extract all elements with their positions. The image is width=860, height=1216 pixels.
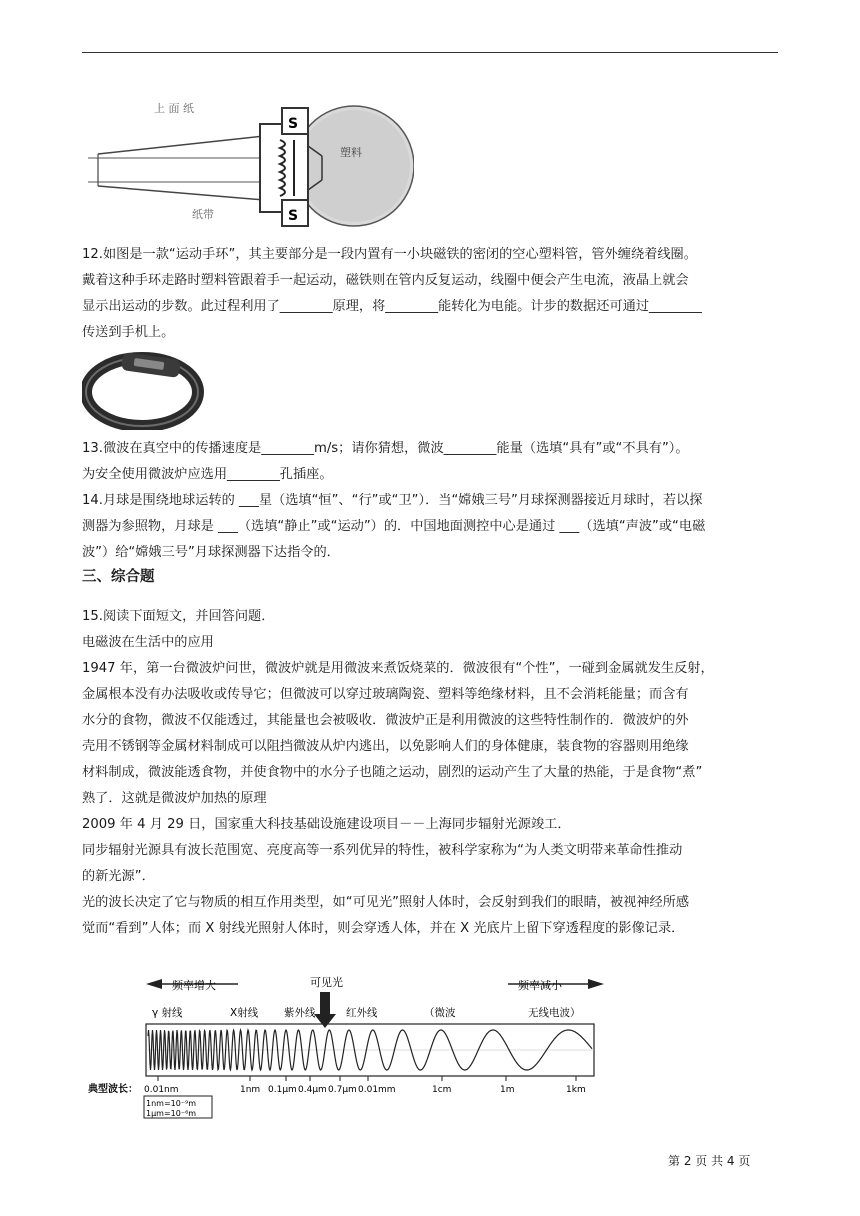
fitness-band-image xyxy=(82,348,204,430)
band-gamma: γ 射线 xyxy=(152,1007,183,1019)
mic-label-bl: 纸带 xyxy=(192,208,214,221)
mic-label-s2: S xyxy=(288,208,299,224)
band-microwave: （微波 xyxy=(424,1007,456,1019)
visible-light-label: 可见光 xyxy=(310,976,343,989)
unit-note-um: 1μm=10⁻⁶m xyxy=(146,1109,197,1118)
freq-up-label: 频率增大 xyxy=(172,979,216,992)
band-ir: 红外线 xyxy=(346,1007,378,1019)
tick-label: 0.01nm xyxy=(144,1085,179,1095)
tick-label: 1nm xyxy=(240,1085,261,1095)
mic-label-tl: 上 面 纸 xyxy=(154,102,194,115)
unit-note-nm: 1nm=10⁻⁹m xyxy=(146,1099,197,1108)
tick-label: 0.1μm xyxy=(268,1085,297,1095)
band-radio: 无线电波） xyxy=(528,1007,581,1019)
freq-down-label: 频率减小 xyxy=(518,979,562,992)
tick-label: 1m xyxy=(500,1085,515,1095)
tick-label: 1cm xyxy=(432,1085,452,1095)
band-xray: X射线 xyxy=(230,1007,259,1019)
tick-label: 1km xyxy=(566,1085,586,1095)
question-14: 14.月球是围绕地球运转的 ___星（选填“恒”、“行”或“卫”）．当“嫦娥三号”月球探测器接近月球时，若以探 测器为参照物，月球是 ___（选填“静止”或“运动”）的．中国地面测控中心是通过 ___（选填“声波”或“电磁 波”）给“嫦娥三号”月球探测器下达指令的． xyxy=(82,493,706,560)
tick-label: 0.01mm xyxy=(358,1085,396,1095)
question-12: 12.如图是一款“运动手环”，其主要部分是一段内置有一小块磁铁的密闭的空心塑料管，管外缠绕着线圈。 戴着这种手环走路时塑料管跟着手一起运动，磁铁则在管内反复运动，线圈中便会产生电流，液晶上就会 显示出运动的步数。此过程利用了________原理，将________能转化为电能。计步的数据还可通过________ 传送到手机上。 xyxy=(82,247,702,340)
question-15: 15.阅读下面短文，并回答问题． 电磁波在生活中的应用 1947 年，第一台微波炉问世，微波炉就是用微波来煮饭烧菜的．微波很有“个性”，一碰到金属就发生反射， 金属根本没有办法吸收或传导它；但微波可以穿过玻璃陶瓷、塑料等绝缘材料，且不会消耗能量；而含有 水分的食物，微波不仅能透过，其能量也会被吸收．微波炉正是利用微波的这些特性制作的．微波炉的外 壳用不锈钢等金属材料制成可以阻挡微波从炉内逃出，以免影响人们的身体健康，装食物的容器则用绝缘 材料制成，微波能透食物，并使食物中的水分子也随之运动，剧烈的运动产生了大量的热能，于是食物“煮” 熟了．这就是微波炉加热的原理 2009 年 4 月 29 日，国家重大科技基础设施建设项目－－上海同步辐射光源竣工． 同步辐射光源具有波长范围宽、亮度高等一系列优异的特性，被科学家称为“为人类文明带来革命性推动 的新光源”． 光的波长决定了它与物质的相互作用类型，如“可见光”照射人体时，会反射到我们的眼睛，被视神经所感 觉而“看到”人体；而 X 射线光照射人体时，则会穿透人体，并在 X 光底片上留下穿透程度的影像记录． xyxy=(82,609,714,936)
section-heading: 三、综合题 xyxy=(82,569,155,585)
typical-wavelength-label: 典型波长： xyxy=(88,1084,138,1095)
tick-label: 0.7μm xyxy=(328,1085,357,1095)
mic-label-s1: S xyxy=(288,116,299,132)
electromagnetic-spectrum-figure xyxy=(88,972,608,1120)
mic-label-right: 塑料 xyxy=(340,146,362,159)
page-footer: 第 2 页 共 4 页 xyxy=(668,1154,751,1168)
band-uv: 紫外线 xyxy=(284,1007,316,1019)
question-13: 13.微波在真空中的传播速度是________m/s；请你猜想，微波________能量（选填“具有”或“不具有”）。 为安全使用微波炉应选用________孔插座。 xyxy=(82,441,689,482)
microphone-diagram xyxy=(84,96,414,236)
header-rule xyxy=(82,52,778,53)
tick-label: 0.4μm xyxy=(298,1085,327,1095)
